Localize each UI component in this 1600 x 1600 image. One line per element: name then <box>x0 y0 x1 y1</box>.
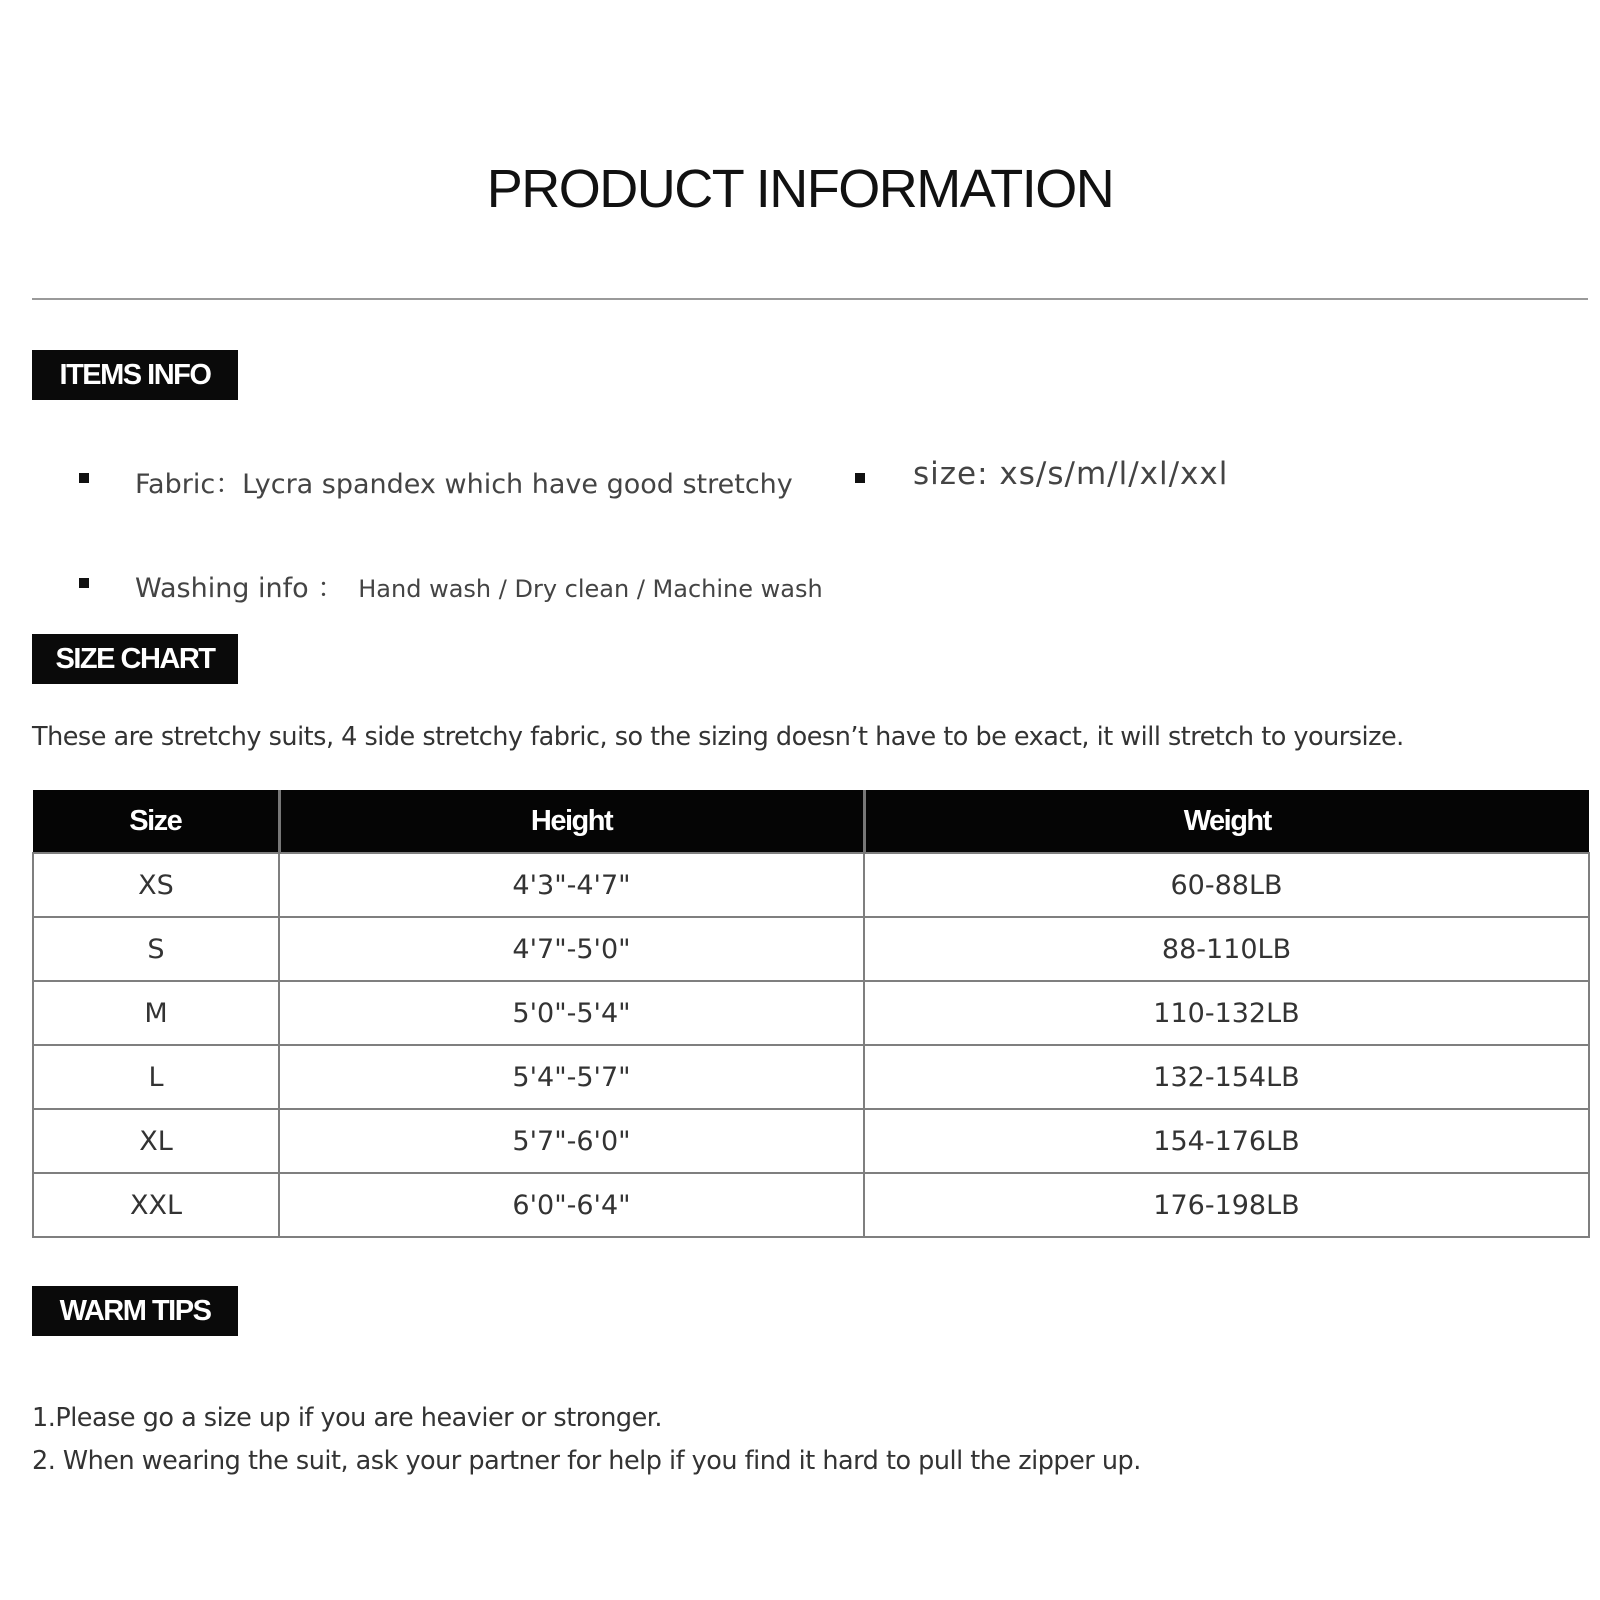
weight-cell: 176-198LB <box>864 1173 1589 1237</box>
size-cell: XS <box>33 853 279 917</box>
size-cell: L <box>33 1045 279 1109</box>
size-cell: S <box>33 917 279 981</box>
table-row <box>33 917 1589 981</box>
weight-cell: 88-110LB <box>864 917 1589 981</box>
washing-info <box>135 566 823 605</box>
bullet-icon <box>79 473 89 483</box>
weight-cell: 154-176LB <box>864 1109 1589 1173</box>
height-cell: 4'7"-5'0" <box>279 917 864 981</box>
table-row <box>33 1045 1589 1109</box>
washing-value: Hand wash / Dry clean / Machine wash <box>358 575 823 603</box>
weight-cell: 132-154LB <box>864 1045 1589 1109</box>
height-cell: 5'7"-6'0" <box>279 1109 864 1173</box>
header-size: Size <box>33 790 279 853</box>
header-height: Height <box>279 790 864 853</box>
size-chart-label: SIZE CHART <box>32 634 238 684</box>
fabric-info: Fabric：Lycra spandex which have good stretchy <box>135 469 793 500</box>
table-row <box>33 1173 1589 1237</box>
weight-cell: 60-88LB <box>864 853 1589 917</box>
title-divider <box>32 298 1588 300</box>
bullet-icon <box>79 578 89 588</box>
height-cell: 5'0"-5'4" <box>279 981 864 1045</box>
table-row <box>33 1109 1589 1173</box>
table-header-row <box>33 790 1589 853</box>
header-weight: Weight <box>864 790 1589 853</box>
size-table <box>32 790 1590 1238</box>
bullet-icon <box>855 473 865 483</box>
warm-tips-label: WARM TIPS <box>32 1286 238 1336</box>
size-chart-note: These are stretchy suits, 4 side stretchy fabric, so the sizing doesn’t have to be exact, it will stretch to yoursize. <box>32 722 1404 752</box>
size-cell: M <box>33 981 279 1045</box>
size-info: size: xs/s/m/l/xl/xxl <box>913 456 1229 492</box>
height-cell: 4'3"-4'7" <box>279 853 864 917</box>
table-row <box>33 853 1589 917</box>
size-cell: XL <box>33 1109 279 1173</box>
items-info-label: ITEMS INFO <box>32 350 238 400</box>
size-cell: XXL <box>33 1173 279 1237</box>
warm-tip-2: 2. When wearing the suit, ask your partner for help if you find it hard to pull the zipper up. <box>32 1446 1141 1476</box>
table-row <box>33 981 1589 1045</box>
washing-label: Washing info ： <box>135 573 345 604</box>
weight-cell: 110-132LB <box>864 981 1589 1045</box>
height-cell: 6'0"-6'4" <box>279 1173 864 1237</box>
warm-tip-1: 1.Please go a size up if you are heavier or stronger. <box>32 1403 663 1433</box>
height-cell: 5'4"-5'7" <box>279 1045 864 1109</box>
page-title: PRODUCT INFORMATION <box>486 159 1114 219</box>
